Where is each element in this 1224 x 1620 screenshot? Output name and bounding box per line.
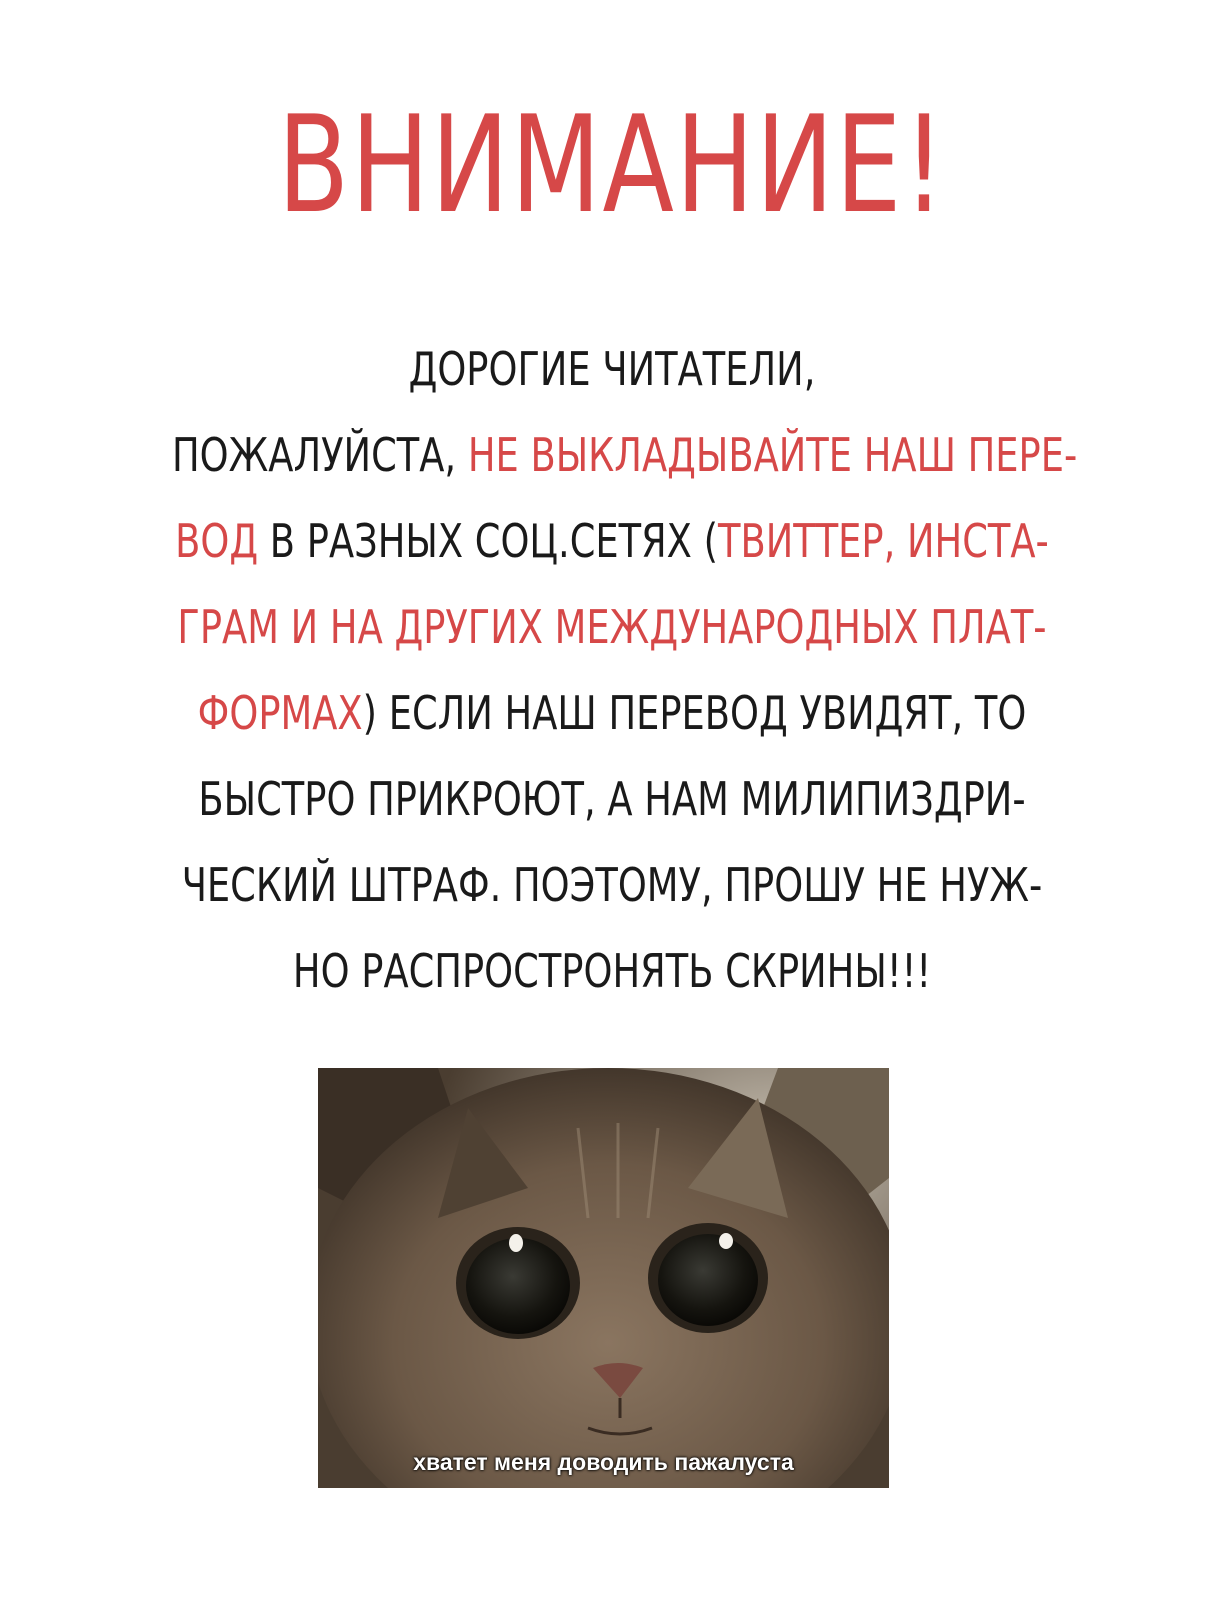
- highlight-segment: ФОРМАХ: [197, 686, 363, 740]
- notice-text: [62, 326, 1162, 1014]
- notice-line: [172, 498, 1052, 584]
- text-segment: БЫСТРО ПРИКРОЮТ, А НАМ МИЛИПИЗДРИ-: [198, 772, 1026, 826]
- notice-line: [172, 842, 1052, 928]
- notice-line: [172, 412, 1078, 498]
- text-segment: В РАЗНЫХ СОЦ.СЕТЯХ (: [258, 514, 718, 568]
- highlight-segment: ГРАМ И НА ДРУГИХ МЕЖДУНАРОДНЫХ ПЛАТ-: [177, 600, 1047, 654]
- sad-kitten-image: [318, 1068, 889, 1488]
- text-segment: НО РАСПРОСТРОНЯТЬ СКРИНЫ!!!: [292, 944, 932, 998]
- notice-line: [172, 756, 1052, 842]
- image-caption: хватет меня доводить пажалуста: [413, 1449, 794, 1475]
- highlight-segment: ТВИТТЕР, ИНСТА-: [717, 514, 1049, 568]
- warning-title: ВНИМАНИЕ!: [277, 87, 947, 243]
- text-segment: ЧЕСКИЙ ШТРАФ. ПОЭТОМУ, ПРОШУ НЕ НУЖ-: [181, 858, 1043, 912]
- kitten-illustration: [318, 1068, 889, 1488]
- greeting: ДОРОГИЕ ЧИТАТЕЛИ,: [408, 342, 816, 396]
- notice-line: [172, 670, 1052, 756]
- notice-line: [172, 928, 1052, 1014]
- text-segment: ПОЖАЛУЙСТА,: [172, 428, 468, 482]
- text-segment: ) ЕСЛИ НАШ ПЕРЕВОД УВИДЯТ, ТО: [362, 686, 1027, 740]
- highlight-segment: ВОД: [175, 514, 259, 568]
- notice-line: [172, 584, 1052, 670]
- highlight-segment: НЕ ВЫКЛАДЫВАЙТЕ НАШ ПЕРЕ-: [467, 428, 1078, 482]
- notice-line: [172, 326, 1052, 412]
